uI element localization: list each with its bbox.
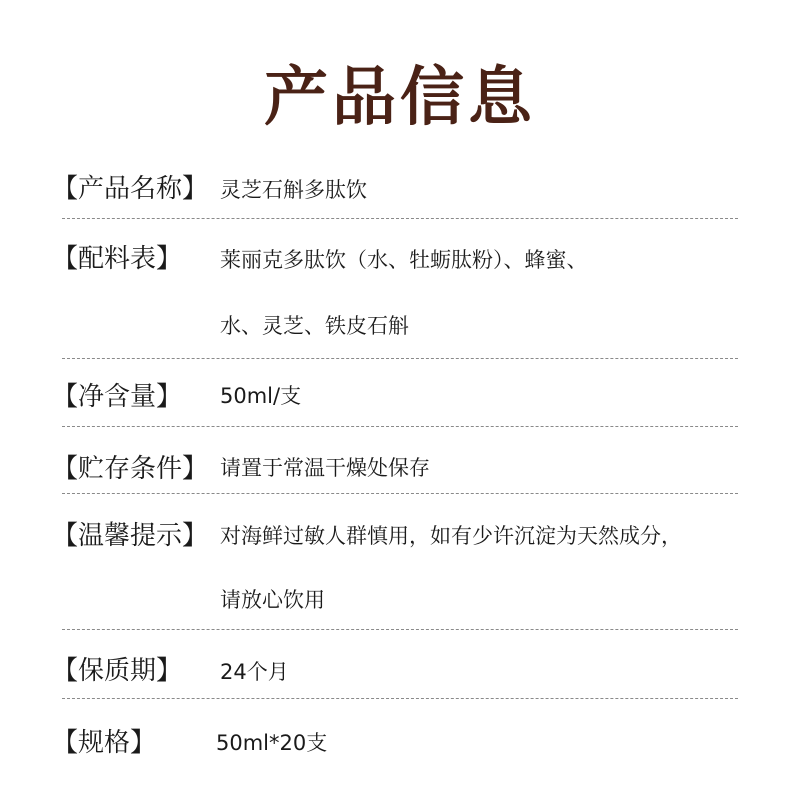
label-tips: 【温馨提示】 [52,521,209,551]
value-product-name: 灵芝石斛多肽饮 [220,178,367,202]
label-net-content: 【净含量】 [52,382,183,412]
label-product-name: 【产品名称】 [52,174,209,204]
label-storage: 【贮存条件】 [52,454,209,484]
divider [62,358,738,359]
label-shelf-life: 【保质期】 [52,656,183,686]
divider [62,493,738,494]
label-specification: 【规格】 [52,728,157,758]
value-ingredients-line-2: 水、灵芝、铁皮石斛 [220,314,409,338]
value-tips-line-2: 请放心饮用 [220,588,325,612]
value-storage: 请置于常温干燥处保存 [220,456,430,480]
divider [62,629,738,630]
page-title: 产品信息 [264,61,536,135]
label-ingredients: 【配料表】 [52,244,183,274]
value-ingredients-line-1: 莱丽克多肽饮（水、牡蛎肽粉）、蜂蜜、 [220,248,588,272]
divider [62,218,738,219]
value-net-content: 50ml/支 [220,384,302,408]
divider [62,426,738,427]
value-shelf-life: 24个月 [220,660,289,684]
value-specification: 50ml*20支 [216,731,328,755]
value-tips-line-1: 对海鲜过敏人群慎用，如有少许沉淀为天然成分， [220,524,682,548]
divider [62,698,738,699]
